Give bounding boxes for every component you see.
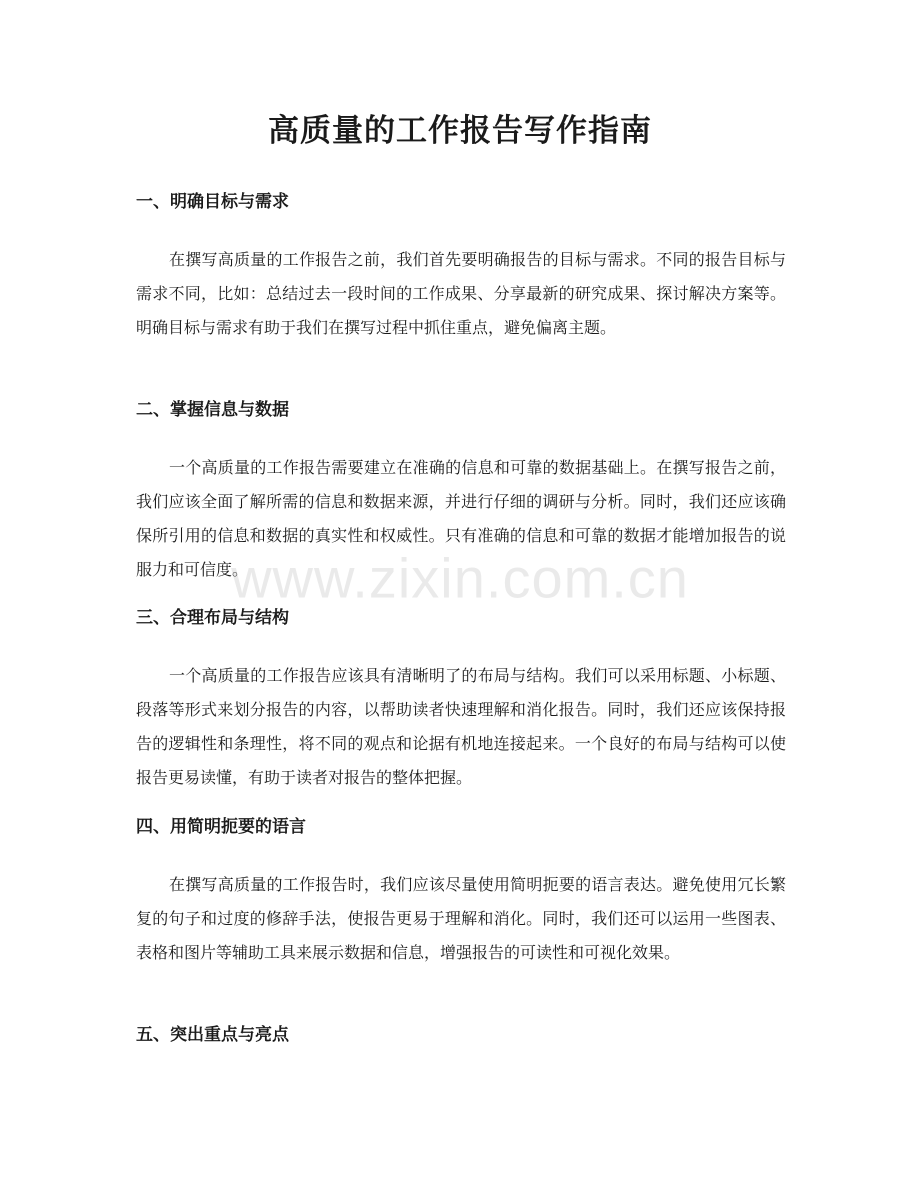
section-paragraph: 在撰写高质量的工作报告之前，我们首先要明确报告的目标与需求。不同的报告目标与需求不同，比如：总结过去一段时间的工作成果、分享最新的研究成果、探讨解决方案等。明确目标与需求有助于我们在撰写过程中抓住重点，避免偏离主题。 [136, 250, 786, 337]
watermark: www.zixin.com.cn [231, 546, 689, 610]
section-heading: 一、明确目标与需求 [136, 192, 289, 212]
section-heading: 四、用简明扼要的语言 [136, 817, 306, 837]
section-2 [136, 398, 786, 587]
section-1 [136, 190, 786, 345]
section-heading: 五、突出重点与亮点 [136, 1025, 289, 1045]
section-heading: 三、合理布局与结构 [136, 608, 289, 628]
section-5 [136, 1023, 786, 1047]
section-paragraph: 一个高质量的工作报告需要建立在准确的信息和可靠的数据基础上。在撰写报告之前，我们应该全面了解所需的信息和数据来源，并进行仔细的调研与分析。同时，我们还应该确保所引用的信息和数据的真实性和权威性。只有准确的信息和可靠的数据才能增加报告的说服力和可信度。 [136, 458, 786, 579]
page-title: 高质量的工作报告写作指南 [268, 113, 652, 149]
section-4 [136, 815, 786, 970]
section-paragraph: 在撰写高质量的工作报告时，我们应该尽量使用简明扼要的语言表达。避免使用冗长繁复的句子和过度的修辞手法，使报告更易于理解和消化。同时，我们还可以运用一些图表、表格和图片等辅助工具来展示数据和信息，增强报告的可读性和可视化效果。 [136, 875, 786, 962]
section-paragraph: 一个高质量的工作报告应该具有清晰明了的布局与结构。我们可以采用标题、小标题、段落等形式来划分报告的内容，以帮助读者快速理解和消化报告。同时，我们还应该保持报告的逻辑性和条理性，将不同的观点和论据有机地连接起来。一个良好的布局与结构可以使报告更易读懂，有助于读者对报告的整体把握。 [136, 666, 786, 787]
section-heading: 二、掌握信息与数据 [136, 400, 289, 420]
section-3 [136, 606, 786, 795]
